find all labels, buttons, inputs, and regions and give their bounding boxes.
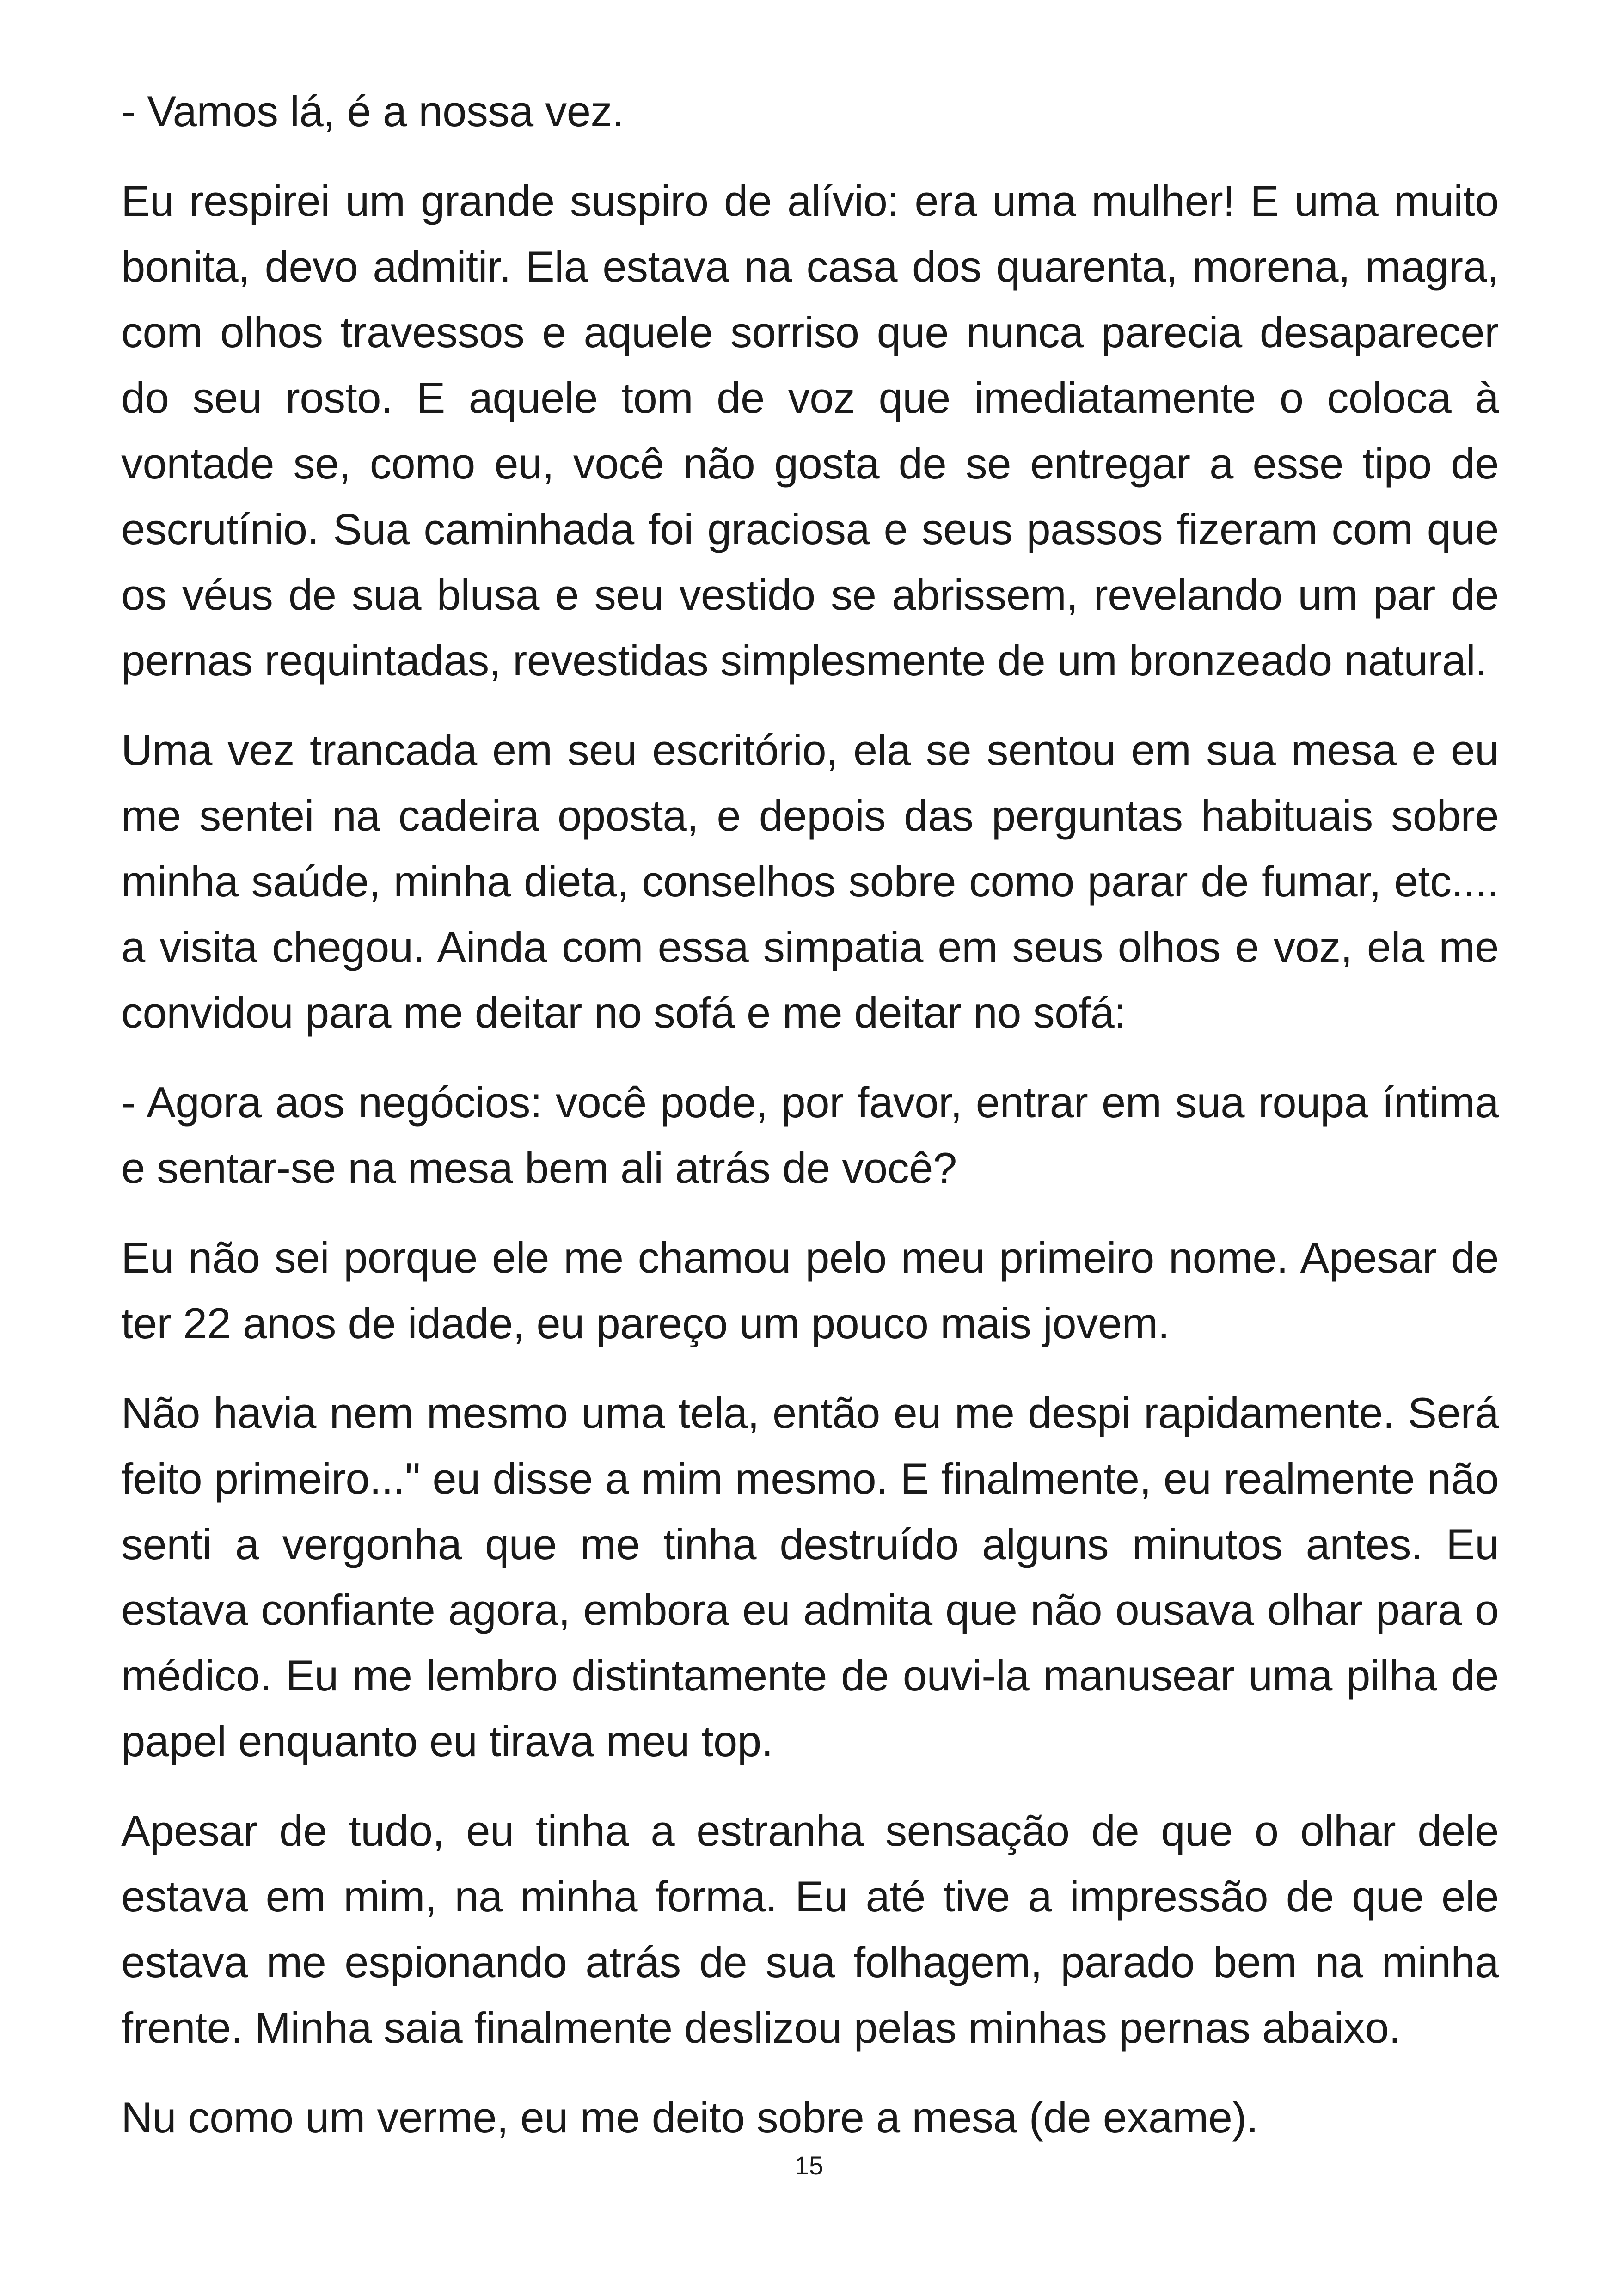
paragraph-5: Eu não sei porque ele me chamou pelo meu primeiro nome. Apesar de ter 22 anos de idade, eu pareço um pouco mais jovem. xyxy=(121,1233,1499,1347)
paragraph-6: Não havia nem mesmo uma tela, então eu me despi rapidamente. Será feito primeiro..." eu disse a mim mesmo. E finalmente, eu realmente não senti a vergonha que me tinha destruído alguns minutos antes. Eu estava confiante agora, embora eu admita que não ousava olhar para o médico. Eu me lembro distintamente de ouvi-la manusear uma pilha de papel enquanto eu tirava meu top. xyxy=(121,1389,1499,1765)
page-body xyxy=(121,79,1499,2174)
paragraph-3: Uma vez trancada em seu escritório, ela se sentou em sua mesa e eu me sentei na cadeira oposta, e depois das perguntas habituais sobre minha saúde, minha dieta, conselhos sobre como parar de fumar, etc.... a visita chegou. Ainda com essa simpatia em seus olhos e voz, ela me convidou para me deitar no sofá e me deitar no sofá: xyxy=(121,726,1499,1037)
page-number: 15 xyxy=(794,2151,824,2180)
paragraph-8: Nu como um verme, eu me deito sobre a mesa (de exame). xyxy=(121,2093,1258,2142)
paragraph-1: - Vamos lá, é a nossa vez. xyxy=(121,87,624,135)
paragraph-4: - Agora aos negócios: você pode, por favor, entrar em sua roupa íntima e sentar-se na mesa bem ali atrás de você? xyxy=(121,1078,1499,1192)
paragraph-2: Eu respirei um grande suspiro de alívio: era uma mulher! E uma muito bonita, devo admitir. Ela estava na casa dos quarenta, morena, magra, com olhos travessos e aquele sorriso que nunca parecia desaparecer do seu rosto. E aquele tom de voz que imediatamente o coloca à vontade se, como eu, você não gosta de se entregar a esse tipo de escrutínio. Sua caminhada foi graciosa e seus passos fizeram com que os véus de sua blusa e seu vestido se abrissem, revelando um par de pernas requintadas, revestidas simplesmente de um bronzeado natural. xyxy=(121,177,1499,685)
paragraph-7: Apesar de tudo, eu tinha a estranha sensação de que o olhar dele estava em mim, na minha forma. Eu até tive a impressão de que ele estava me espionando atrás de sua folhagem, parado bem na minha frente. Minha saia finalmente deslizou pelas minhas pernas abaixo. xyxy=(121,1806,1499,2052)
